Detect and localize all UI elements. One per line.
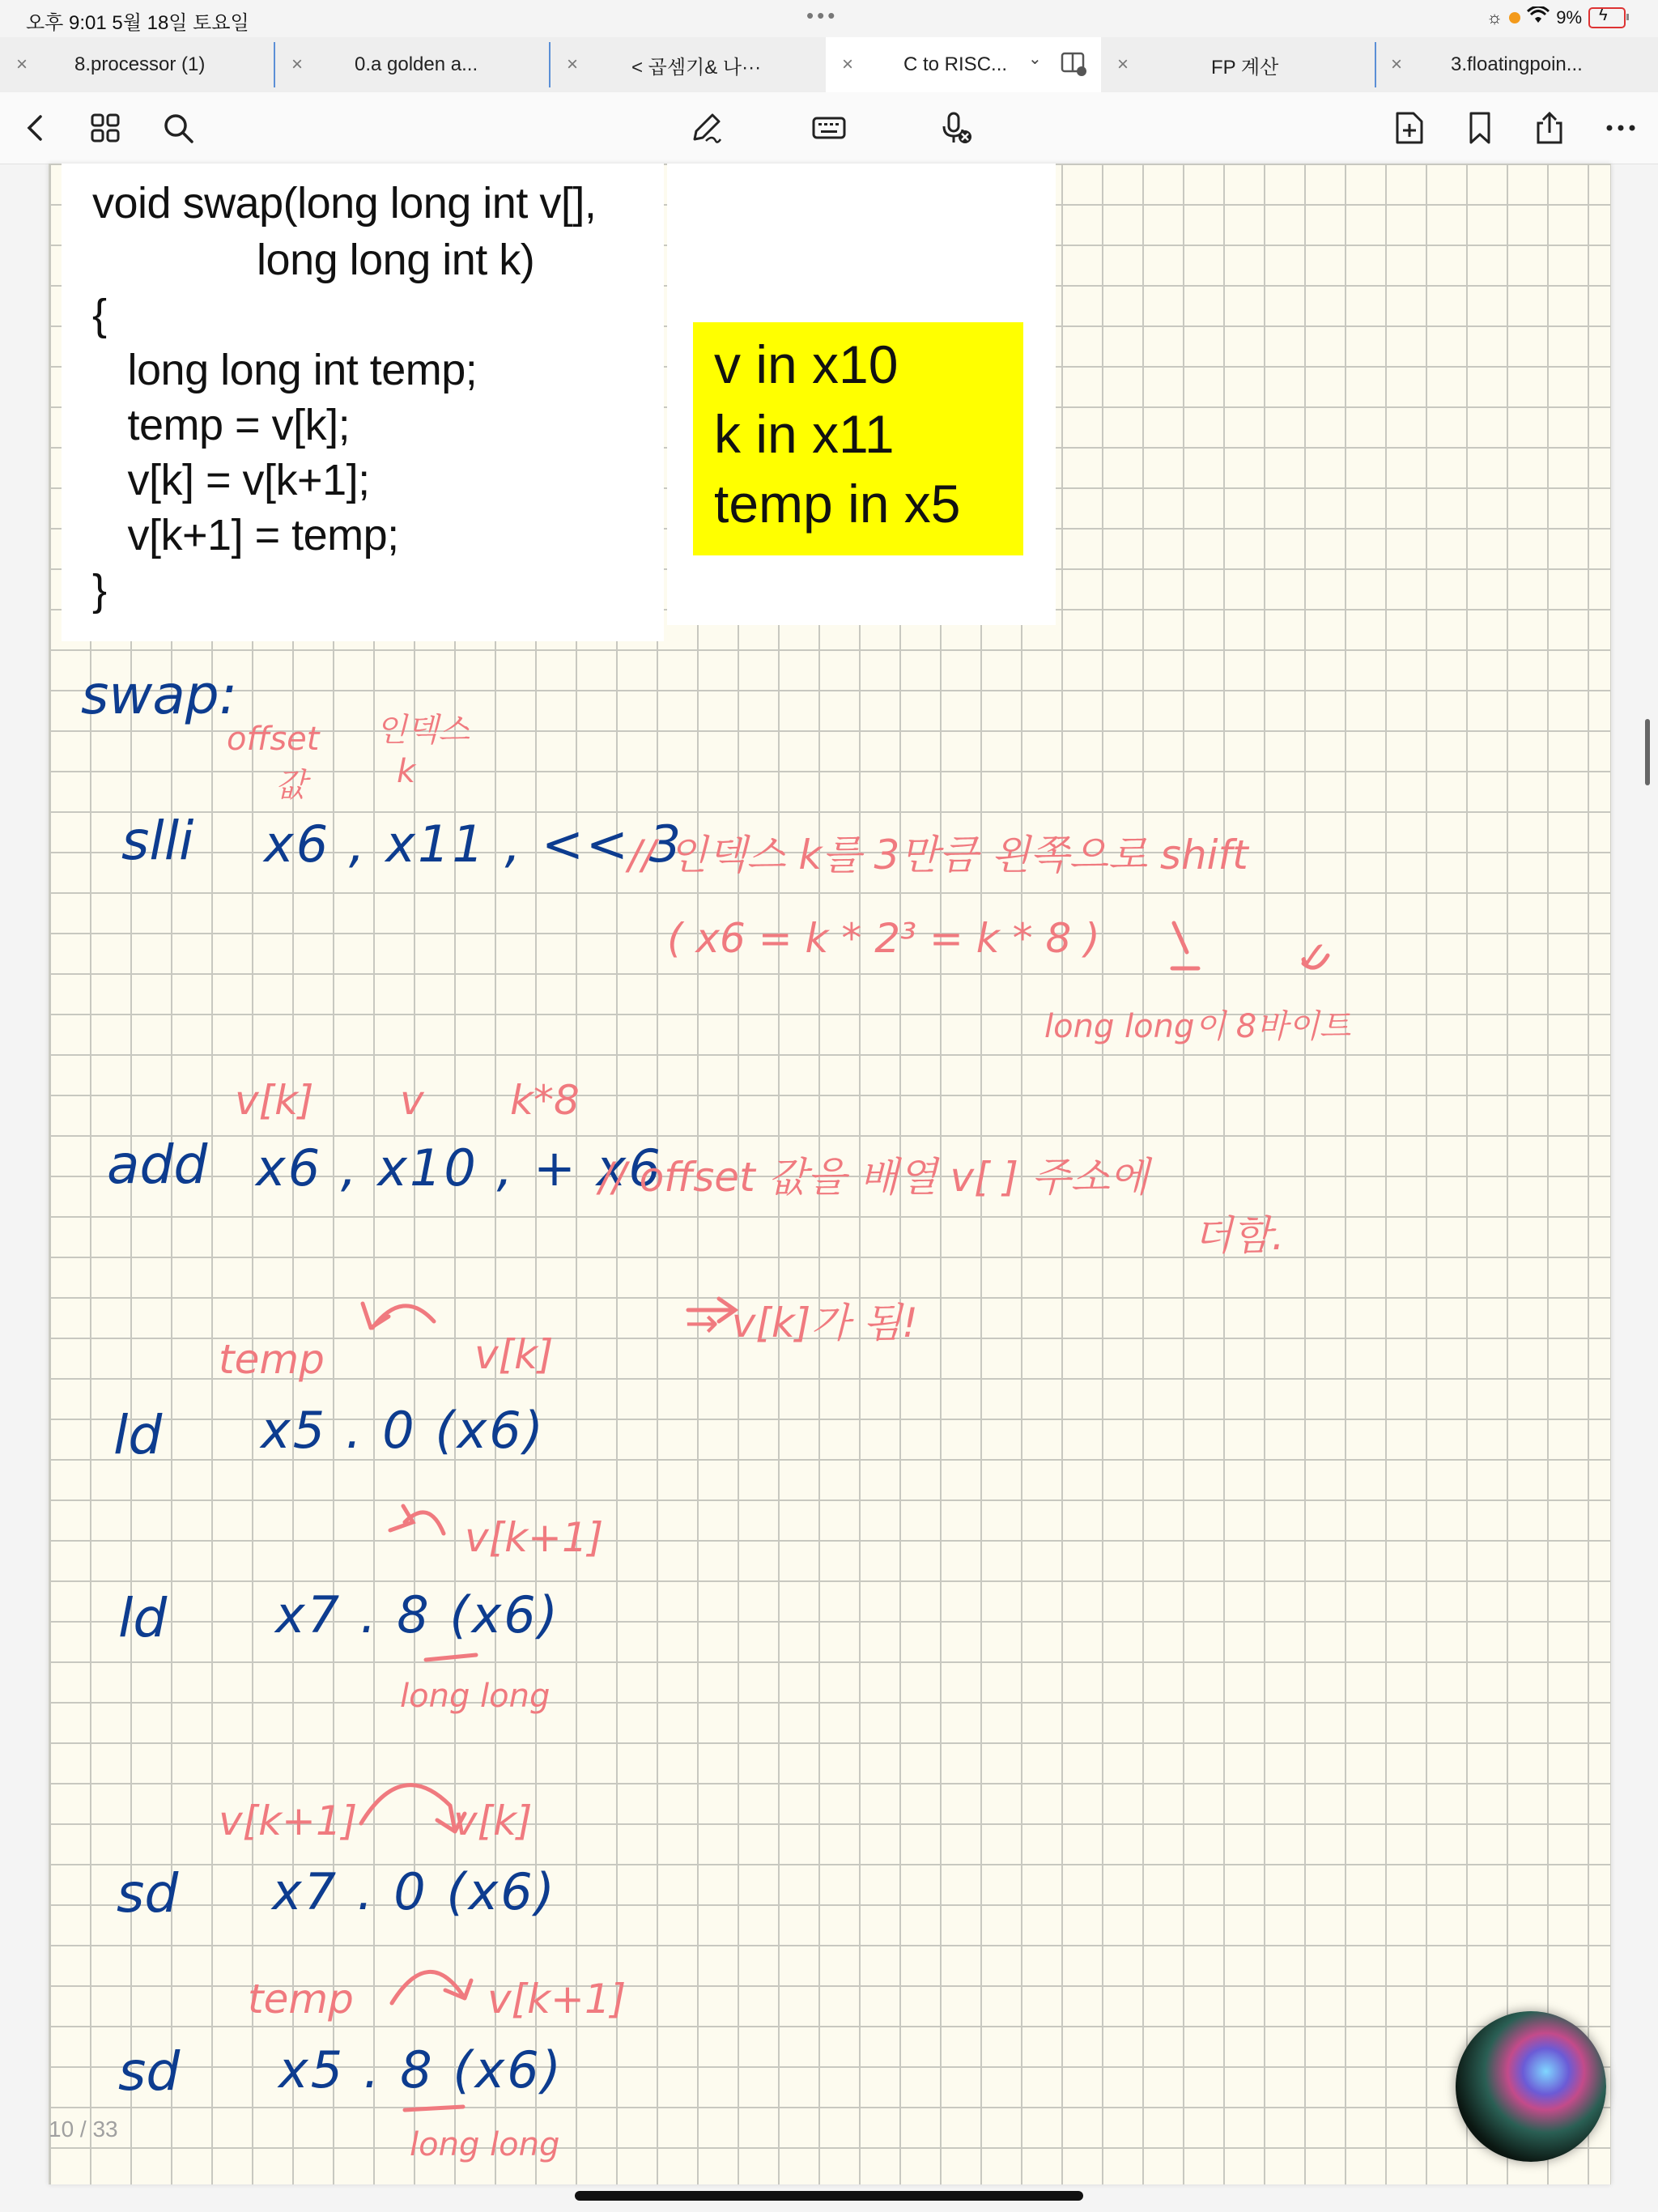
close-icon[interactable]: × — [1391, 53, 1403, 75]
close-icon[interactable]: × — [16, 53, 28, 75]
status-indicators — [1486, 6, 1626, 29]
share-icon[interactable] — [1530, 108, 1569, 147]
tab-label: 8.processor (1) — [74, 53, 206, 75]
annotation-temp: temp — [219, 1336, 325, 1383]
code-line: long long int temp; — [92, 346, 478, 394]
instruction-operands: x5 . 8 (x6) — [278, 2040, 563, 2099]
code-line: } — [92, 566, 107, 615]
close-icon[interactable]: × — [291, 53, 304, 75]
comment-add-2: 더함. — [1193, 1212, 1285, 1259]
siri-orb-icon[interactable] — [1456, 2011, 1606, 2162]
tab-bar — [0, 37, 1658, 93]
back-chevron-icon[interactable] — [16, 108, 55, 147]
annotation-vk: v[k] — [235, 1077, 314, 1124]
search-icon[interactable] — [159, 108, 198, 147]
comment-long-long-bytes: long long이 8바이트 — [1044, 1008, 1351, 1045]
annotation-long-long: long long — [410, 2126, 560, 2163]
comment-add: // offset 값을 배열 v[ ] 주소에 — [599, 1154, 1149, 1201]
annotation-vk: v[k] — [453, 1797, 533, 1844]
comment-slli-formula: ( x6 = k * 2³ = k * 8 ) — [667, 915, 1100, 962]
pen-edit-icon[interactable] — [687, 108, 725, 147]
code-line: void swap(long long int v[], — [92, 179, 597, 228]
instruction-operands: x5 . 0 (x6) — [261, 1401, 546, 1460]
keyboard-icon[interactable] — [810, 108, 848, 147]
annotation-long-long: long long — [400, 1678, 551, 1715]
multitask-dots[interactable]: ••• — [806, 3, 839, 28]
register-mapping-line: v in x10 — [714, 334, 899, 394]
tab-label: C to RISC... — [903, 53, 1008, 75]
instruction-op: slli — [121, 810, 194, 872]
scroll-indicator[interactable] — [1645, 719, 1650, 785]
status-bar — [0, 0, 1658, 39]
close-icon[interactable]: × — [842, 53, 854, 75]
tab-fp-calc[interactable] — [1103, 37, 1375, 92]
grid-view-icon[interactable] — [86, 108, 125, 147]
tab-label: FP 계산 — [1211, 56, 1279, 79]
annotation-v: v — [400, 1077, 424, 1124]
code-line: v[k+1] = temp; — [92, 511, 399, 559]
code-line: v[k] = v[k+1]; — [92, 456, 370, 504]
code-line: long long int k) — [92, 236, 535, 284]
instruction-op: add — [107, 1134, 208, 1196]
instruction-op: sd — [117, 1862, 179, 1925]
register-mapping-box — [693, 322, 1023, 555]
annotation-index: 인덱스 — [376, 712, 470, 749]
code-slide — [62, 164, 664, 641]
toolbar — [0, 92, 1658, 164]
tab-label: 0.a golden a... — [355, 53, 478, 75]
activity-icon: ☼ — [1486, 7, 1503, 28]
add-page-icon[interactable] — [1389, 108, 1428, 147]
annotation-vk1: v[k+1] — [465, 1514, 604, 1561]
tab-label: < 곱셈기& 나··· — [631, 56, 762, 79]
annotation-value: 값 — [275, 767, 307, 804]
annotation-vk1: v[k+1] — [487, 1976, 627, 2023]
instruction-op: ld — [118, 1587, 168, 1649]
annotation-vk: v[k] — [474, 1331, 554, 1378]
annotation-k: k — [397, 753, 416, 790]
instruction-operands: x7 . 0 (x6) — [272, 1862, 557, 1921]
chevron-down-icon[interactable]: ⌄ — [1028, 50, 1042, 68]
tab-multiplier[interactable] — [551, 37, 824, 92]
wifi-icon — [1527, 6, 1550, 29]
comment-becomes-vk: → v[k]가 됨! — [685, 1300, 918, 1346]
home-indicator[interactable] — [575, 2191, 1083, 2201]
mic-in-use-dot — [1509, 12, 1520, 23]
instruction-op: sd — [118, 2040, 181, 2103]
page-counter: 10 / 33 — [49, 2116, 118, 2142]
label-swap: swap: — [81, 664, 237, 726]
tab-c-to-risc[interactable] — [826, 37, 1101, 92]
split-view-icon[interactable] — [1061, 52, 1086, 82]
comment-slli: // 인덱스 k를 3만큼 왼쪽으로 shift — [628, 832, 1248, 878]
instruction-operands: x6 , x11 , << 3 — [264, 815, 684, 874]
instruction-op: ld — [113, 1404, 163, 1466]
register-mapping-line: temp in x5 — [714, 474, 961, 534]
annotation-temp: temp — [248, 1976, 354, 2023]
status-time-date: 오후 9:01 5월 18일 토요일 — [26, 12, 249, 34]
mic-off-icon[interactable] — [936, 108, 975, 147]
battery-icon: ϟ — [1588, 7, 1626, 28]
tab-golden[interactable] — [275, 37, 549, 92]
more-icon[interactable] — [1601, 108, 1640, 147]
tab-floatingpoint[interactable] — [1376, 37, 1658, 92]
battery-percent: 9% — [1556, 7, 1582, 28]
code-line: temp = v[k]; — [92, 401, 351, 449]
annotation-vk1: v[k+1] — [219, 1797, 358, 1844]
tab-8-processor[interactable] — [0, 37, 274, 92]
check-icon: ✓ — [1295, 933, 1329, 980]
instruction-operands: x6 , x10 , + x6 — [256, 1138, 663, 1197]
tab-label: 3.floatingpoin... — [1451, 53, 1583, 75]
annotation-k8: k*8 — [510, 1077, 580, 1124]
close-icon[interactable]: × — [1117, 53, 1129, 75]
close-icon[interactable]: × — [567, 53, 579, 75]
code-line: { — [92, 291, 107, 339]
register-mapping-line: k in x11 — [714, 404, 895, 464]
annotation-offset: offset — [227, 721, 320, 758]
bookmark-icon[interactable] — [1460, 108, 1499, 147]
instruction-operands: x7 . 8 (x6) — [275, 1585, 560, 1644]
